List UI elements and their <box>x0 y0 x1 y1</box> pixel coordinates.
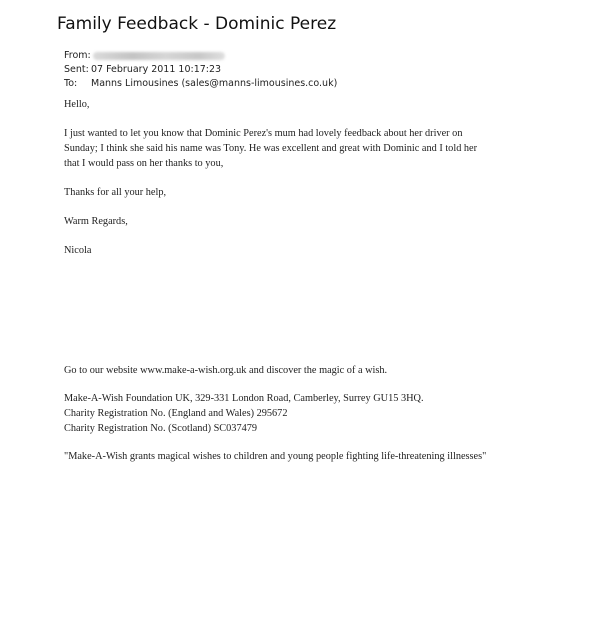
sent-value: 07 February 2011 10:17:23 <box>91 64 222 75</box>
email-header <box>64 49 337 91</box>
sent-label: Sent: <box>64 64 89 75</box>
from-label: From: <box>64 50 91 61</box>
paragraph-line: that I would pass on her thanks to you, <box>64 158 224 169</box>
to-value: Manns Limousines (sales@manns-limousines.co.uk) <box>91 78 338 89</box>
thanks-line: Thanks for all your help, <box>64 187 167 198</box>
paragraph-line: I just wanted to let you know that Dominic Perez's mum had lovely feedback about her driver on <box>64 128 463 139</box>
main-paragraph <box>64 126 534 171</box>
greeting: Hello, <box>64 99 90 110</box>
document-title: Family Feedback - Dominic Perez <box>57 14 337 34</box>
paragraph-line: Sunday; I think she said his name was Tony. He was excellent and great with Dominic and I told her <box>64 143 478 154</box>
email-footer <box>64 363 544 464</box>
tagline: "Make-A-Wish grants magical wishes to children and young people fighting life-threatening illnesses" <box>64 451 487 462</box>
website-line: Go to our website www.make-a-wish.org.uk and discover the magic of a wish. <box>64 365 388 376</box>
sent-row <box>64 63 337 77</box>
email-body <box>64 97 534 272</box>
address-line: Make-A-Wish Foundation UK, 329-331 London Road, Camberley, Surrey GU15 3HQ. <box>64 393 424 404</box>
charity-england-line: Charity Registration No. (England and Wales) 295672 <box>64 408 288 419</box>
charity-scotland-line: Charity Registration No. (Scotland) SC037479 <box>64 423 258 434</box>
to-label: To: <box>64 78 78 89</box>
redacted-sender <box>93 52 225 60</box>
signature: Nicola <box>64 245 92 256</box>
from-row <box>64 49 337 63</box>
to-row <box>64 77 337 91</box>
closing-line: Warm Regards, <box>64 216 128 227</box>
